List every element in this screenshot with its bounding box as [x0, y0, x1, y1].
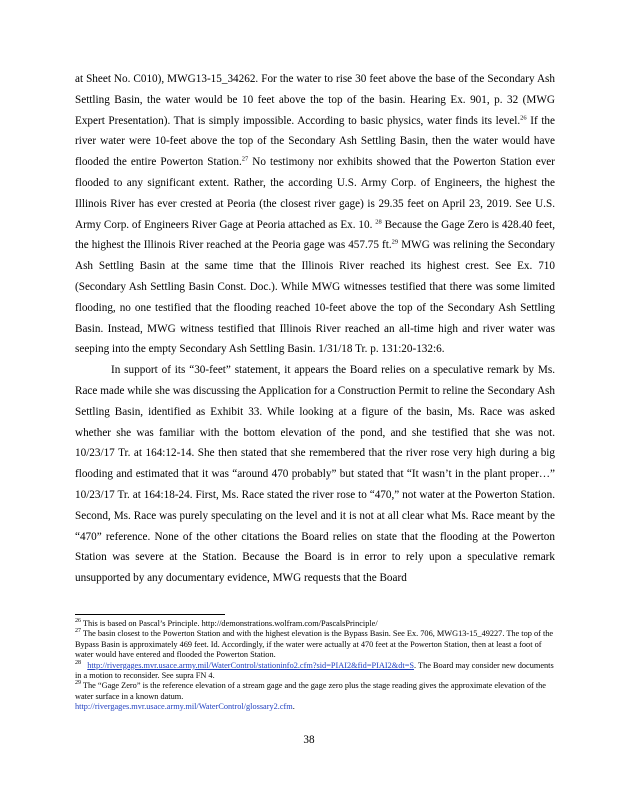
footnotes	[75, 619, 555, 713]
river-gage-link[interactable]: http://rivergages.mvr.usace.army.mil/WaterControl/stationinfo2.cfm?sid=PIAI2&fid=PIAI2&dt=S	[87, 660, 414, 670]
footnote-26	[75, 619, 555, 629]
paragraph-1-text-b: If the river water were 10-feet above the top of the Secondary Ash Settling Basin, then the water would have flooded the entire Powerton Station.	[75, 114, 555, 169]
glossary-link[interactable]: http://rivergages.mvr.usace.army.mil/WaterControl/glossary2.cfm	[75, 702, 293, 712]
page-number: 38	[303, 734, 315, 746]
footnote-text: The “Gage Zero” is the reference elevation of a stream gage and the gage zero plus the stage reading gives the approximate elevation of the water surface in a known datum.	[75, 681, 546, 701]
paragraph-1-text-c: No testimony nor exhibits showed that the Powerton Station ever flooded to any significant extent. Rather, the according U.S. Army Corp. of Engineers, the highest the Illinois River has ever crested at Peoria (the closest river gage) is 29.35 feet on April 23, 2019. See U.S. Army Corp. of Engineers River Gage at Peoria attached as Ex. 10.	[75, 156, 555, 231]
footnote-ref-26: 26	[520, 113, 527, 121]
paragraph-1-text-a: at Sheet No. C010), MWG13-15_34262. For the water to rise 30 feet above the base of the Secondary Ash Settling Basin, the water would be 10 feet above the top of the basin. Hearing Ex. 901, p. 32 (MWG Expert Presentation). That is simply impossible. According to basic physics, water finds its level.	[75, 73, 555, 127]
footnote-ref-29: 29	[391, 238, 399, 246]
paragraph-2: In support of its “30-feet” statement, it appears the Board relies on a speculative remark by Ms. Race made while she was discussing the Application for a Construction Permit to reline the Secondary Ash Settling Basin, identified as Exhibit 33. While looking at a figure of the basin, Ms. Race was asked whether she was familiar with the bottom elevation of the pond, and she testified that she was not. 10/23/17 Tr. at 164:12-14. She then stated that she remembered that the river rose very high during a big flooding and estimated that it was “around 470 probably” but stated that “It wasn’t in the plant proper…” 10/23/17 Tr. at 164:18-24. First, Ms. Race stated the river rose to “470,” not water at the Powerton Station. Second, Ms. Race was purely speculating on the level and it is not at all clear what Ms. Race meant by the “470” reference. None of the other citations the Board relies on state that the flooding at the Powerton Station was severe at the Station. Because the Board is in error to rely upon a speculative remark unsupported by any documentary evidence, MWG requests that the Board	[75, 364, 555, 585]
footnote-ref-28: 28	[375, 217, 382, 225]
footnote-ref-27: 27	[241, 155, 249, 163]
paragraph-1-text-d: Because the Gage Zero is 428.40 feet, the highest the Illinois River reached at the Peoria gage was 457.75 ft.	[75, 218, 556, 252]
footnote-separator	[75, 614, 225, 615]
body-text	[75, 69, 555, 589]
footnote-text: . The Board may consider new documents in a motion to reconsider. See supra FN 4.	[75, 660, 554, 681]
footnote-number: 28	[75, 659, 81, 666]
footnote-text-end: .	[292, 702, 295, 712]
footnote-number: 27	[75, 628, 81, 635]
footnote-29	[75, 681, 555, 712]
paragraph-1	[75, 69, 555, 360]
footnote-27	[75, 629, 555, 660]
footnote-number: 29	[75, 680, 81, 687]
footnote-text: This is based on Pascal’s Principle. http://demonstrations.wolfram.com/PascalsPrinciple/	[81, 619, 378, 628]
footnote-number: 26	[75, 618, 81, 625]
footnote-28	[75, 661, 555, 682]
paragraph-1-text-e: MWG was relining the Secondary Ash Settling Basin at the same time that the Illinois River reached its highest crest. See Ex. 710 (Secondary Ash Settling Basin Const. Doc.). While MWG witnesses testified that there was some limited flooding, no one testified that the flooding reached 10-feet above the top of the Secondary Ash Settling Basin. Instead, MWG witness testified that Illinois River reached an all-time high and river water was seeping into the empty Secondary Ash Settling Basin. 1/31/18 Tr. p. 131:20-132:6.	[75, 239, 556, 356]
footnote-text: The basin closest to the Powerton Station and with the highest elevation is the Bypass Basin. See Ex. 706, MWG13-15_49227. The top of the Bypass Basin is approximately 469 feet. Id. Accordingly, if the water were actually at 470 feet at the Powerton Station, then at least a foot of water would have entered and flooded the Powerton Station.	[75, 629, 554, 660]
